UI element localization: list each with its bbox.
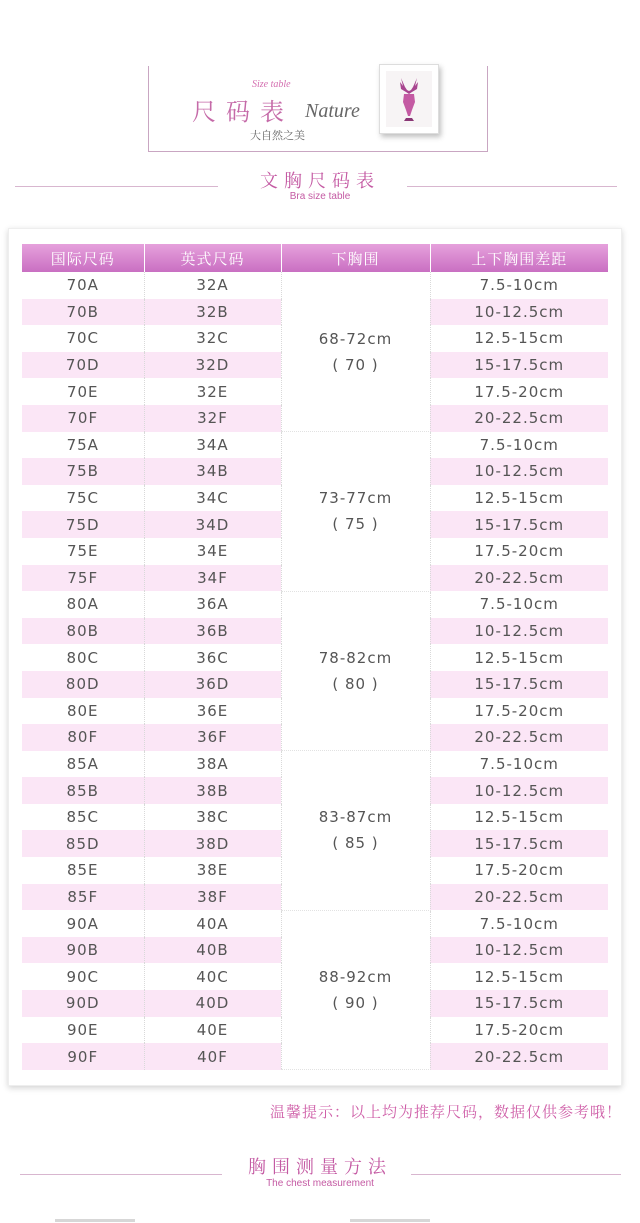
bust-difference-cell: 12.5-15cm bbox=[474, 648, 565, 667]
underbust-number: ( 90 ) bbox=[332, 994, 379, 1013]
uk-size-cell: 34D bbox=[144, 511, 281, 538]
intl-size-cell: 90E bbox=[22, 1017, 144, 1044]
uk-size-cell: 32F bbox=[144, 405, 281, 432]
intl-size-cell: 85F bbox=[22, 884, 144, 911]
bust-difference-cell: 20-22.5cm bbox=[430, 405, 608, 432]
bust-difference-cell: 17.5-20cm bbox=[474, 1020, 565, 1039]
intl-size-cell: 90B bbox=[22, 937, 144, 964]
underbust-range: 73-77cm bbox=[318, 489, 393, 508]
intl-size-cell: 80B bbox=[22, 618, 144, 645]
bust-difference-cell: 10-12.5cm bbox=[430, 299, 608, 326]
uk-size-cell: 38D bbox=[144, 830, 281, 857]
underbust-number: ( 75 ) bbox=[332, 515, 379, 534]
intl-size-cell: 70B bbox=[22, 299, 144, 326]
intl-size-cell: 80C bbox=[22, 644, 144, 671]
intl-size-cell: 85E bbox=[22, 857, 144, 884]
uk-size-cell: 40D bbox=[144, 990, 281, 1017]
uk-size-cell: 40C bbox=[144, 963, 281, 990]
uk-size-cell: 36D bbox=[144, 671, 281, 698]
bust-difference-cell: 17.5-20cm bbox=[474, 542, 565, 561]
uk-size-cell: 34C bbox=[144, 485, 281, 512]
table-row bbox=[22, 432, 608, 459]
uk-size-cell: 32D bbox=[144, 352, 281, 379]
table-body bbox=[22, 272, 608, 1070]
bust-difference-cell: 15-17.5cm bbox=[430, 990, 608, 1017]
measure-title-cn: 胸围测量方法 bbox=[248, 1157, 392, 1178]
uk-size-cell: 34F bbox=[144, 565, 281, 592]
size-table bbox=[22, 244, 608, 1070]
uk-size-cell: 40F bbox=[144, 1043, 281, 1070]
intl-size-cell: 70C bbox=[22, 325, 144, 352]
table-header-row bbox=[22, 244, 608, 272]
header-title-en: Nature bbox=[305, 100, 360, 122]
underbust-number: ( 80 ) bbox=[332, 674, 379, 693]
bust-difference-cell: 15-17.5cm bbox=[430, 511, 608, 538]
cut-off-heading-left bbox=[55, 1214, 135, 1223]
table-row bbox=[22, 910, 608, 937]
intl-size-cell: 80F bbox=[22, 724, 144, 751]
uk-size-cell: 32B bbox=[144, 299, 281, 326]
bust-difference-cell: 17.5-20cm bbox=[474, 382, 565, 401]
intl-size-cell: 75C bbox=[22, 485, 144, 512]
bust-difference-cell: 12.5-15cm bbox=[474, 967, 565, 986]
bra-size-title-en: Bra size table bbox=[289, 191, 351, 202]
table-row bbox=[22, 272, 608, 299]
intl-size-cell: 70F bbox=[22, 405, 144, 432]
bust-difference-cell: 17.5-20cm bbox=[474, 861, 565, 880]
underbust-cell bbox=[281, 910, 430, 1070]
tip-text: 温馨提示：以上均为推荐尺码，数据仅供参考哦！ bbox=[269, 1103, 622, 1121]
col-uk-size: 英式尺码 bbox=[144, 244, 281, 272]
bust-difference-cell: 15-17.5cm bbox=[430, 352, 608, 379]
uk-size-cell: 34A bbox=[144, 432, 281, 459]
bust-difference-cell: 20-22.5cm bbox=[430, 724, 608, 751]
bust-difference-cell: 12.5-15cm bbox=[474, 808, 565, 827]
underbust-range: 68-72cm bbox=[318, 329, 393, 348]
uk-size-cell: 32C bbox=[144, 325, 281, 352]
uk-size-cell: 38F bbox=[144, 884, 281, 911]
uk-size-cell: 38C bbox=[144, 804, 281, 831]
intl-size-cell: 90F bbox=[22, 1043, 144, 1070]
underbust-cell bbox=[281, 432, 430, 592]
underbust-range: 78-82cm bbox=[318, 648, 393, 667]
header-title-cn: 尺码表 bbox=[192, 98, 294, 126]
intl-size-cell: 75E bbox=[22, 538, 144, 565]
uk-size-cell: 40E bbox=[144, 1017, 281, 1044]
intl-size-cell: 90A bbox=[22, 910, 144, 937]
intl-size-cell: 80D bbox=[22, 671, 144, 698]
bust-difference-cell: 15-17.5cm bbox=[430, 671, 608, 698]
bust-difference-cell: 7.5-10cm bbox=[479, 595, 559, 614]
col-underbust: 下胸围 bbox=[281, 244, 430, 272]
bust-difference-cell: 15-17.5cm bbox=[430, 830, 608, 857]
intl-size-cell: 85A bbox=[22, 751, 144, 778]
col-bust-difference: 上下胸围差距 bbox=[430, 244, 608, 272]
intl-size-cell: 70E bbox=[22, 378, 144, 405]
bust-difference-cell: 10-12.5cm bbox=[430, 618, 608, 645]
bust-difference-cell: 17.5-20cm bbox=[474, 701, 565, 720]
uk-size-cell: 38B bbox=[144, 777, 281, 804]
col-intl-size: 国际尺码 bbox=[22, 244, 144, 272]
uk-size-cell: 36C bbox=[144, 644, 281, 671]
bust-difference-cell: 10-12.5cm bbox=[430, 458, 608, 485]
bust-difference-cell: 10-12.5cm bbox=[430, 777, 608, 804]
intl-size-cell: 85D bbox=[22, 830, 144, 857]
intl-size-cell: 85B bbox=[22, 777, 144, 804]
bust-difference-cell: 20-22.5cm bbox=[430, 1043, 608, 1070]
uk-size-cell: 36A bbox=[144, 591, 281, 618]
intl-size-cell: 90C bbox=[22, 963, 144, 990]
uk-size-cell: 32E bbox=[144, 378, 281, 405]
intl-size-cell: 70D bbox=[22, 352, 144, 379]
cut-off-heading-right bbox=[350, 1214, 430, 1223]
bust-difference-cell: 10-12.5cm bbox=[430, 937, 608, 964]
intl-size-cell: 75B bbox=[22, 458, 144, 485]
uk-size-cell: 34E bbox=[144, 538, 281, 565]
uk-size-cell: 40B bbox=[144, 937, 281, 964]
bust-difference-cell: 12.5-15cm bbox=[474, 489, 565, 508]
intl-size-cell: 90D bbox=[22, 990, 144, 1017]
intl-size-cell: 85C bbox=[22, 804, 144, 831]
intl-size-cell: 80E bbox=[22, 698, 144, 725]
intl-size-cell: 80A bbox=[22, 591, 144, 618]
intl-size-cell: 70A bbox=[22, 272, 144, 299]
underbust-range: 88-92cm bbox=[318, 968, 393, 987]
bust-difference-cell: 12.5-15cm bbox=[474, 329, 565, 348]
bust-difference-cell: 7.5-10cm bbox=[479, 276, 559, 295]
underbust-range: 83-87cm bbox=[318, 808, 393, 827]
uk-size-cell: 36B bbox=[144, 618, 281, 645]
uk-size-cell: 36F bbox=[144, 724, 281, 751]
underbust-cell bbox=[281, 272, 430, 432]
uk-size-cell: 38A bbox=[144, 751, 281, 778]
header-small-en: Size table bbox=[252, 79, 291, 90]
bust-difference-cell: 7.5-10cm bbox=[479, 754, 559, 773]
underbust-cell bbox=[281, 751, 430, 911]
bust-difference-cell: 20-22.5cm bbox=[430, 565, 608, 592]
uk-size-cell: 38E bbox=[144, 857, 281, 884]
header-subtitle-cn: 大自然之美 bbox=[250, 129, 305, 142]
bra-size-title-cn: 文胸尺码表 bbox=[260, 171, 380, 192]
intl-size-cell: 75D bbox=[22, 511, 144, 538]
bust-difference-cell: 7.5-10cm bbox=[479, 435, 559, 454]
underbust-number: ( 70 ) bbox=[332, 355, 379, 374]
uk-size-cell: 40A bbox=[144, 910, 281, 937]
picture-frame bbox=[379, 64, 439, 134]
intl-size-cell: 75F bbox=[22, 565, 144, 592]
uk-size-cell: 32A bbox=[144, 272, 281, 299]
underbust-number: ( 85 ) bbox=[332, 834, 379, 853]
underbust-cell bbox=[281, 591, 430, 751]
uk-size-cell: 36E bbox=[144, 698, 281, 725]
deer-head-art-icon bbox=[392, 76, 426, 122]
table-row bbox=[22, 751, 608, 778]
intl-size-cell: 75A bbox=[22, 432, 144, 459]
bust-difference-cell: 20-22.5cm bbox=[430, 884, 608, 911]
measure-title-en: The chest measurement bbox=[266, 1178, 374, 1189]
table-row bbox=[22, 591, 608, 618]
uk-size-cell: 34B bbox=[144, 458, 281, 485]
bust-difference-cell: 7.5-10cm bbox=[479, 914, 559, 933]
